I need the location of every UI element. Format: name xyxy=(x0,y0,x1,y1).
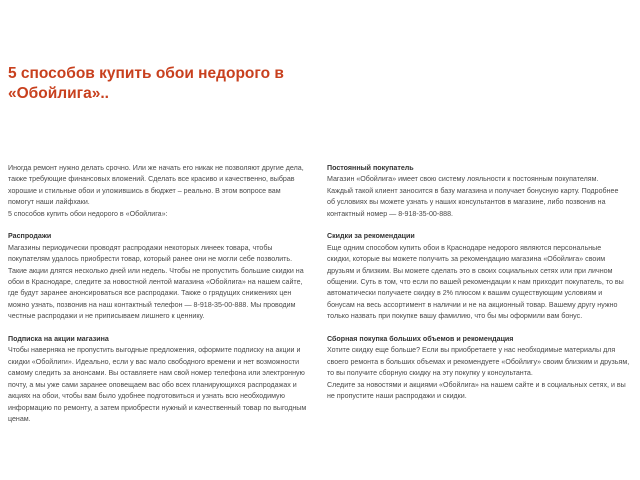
paragraph-line: Следите за новостями и акциями «Обойлига» на нашем сайте и в социальных сетях, и вы xyxy=(327,380,626,389)
section-heading: Сборная покупка больших объемов и рекомендация xyxy=(327,335,514,344)
paragraph-line: покупателям удалось приобрести товар, который ранее они не могли себе позволить. xyxy=(8,255,293,264)
bulk-purchase-section xyxy=(327,334,629,402)
subscribe-section xyxy=(8,334,310,425)
paragraph-line: об условиях вы можете узнать у наших консультантов в магазине, либо позвонив на xyxy=(327,198,606,207)
title-line: «Обойлига».. xyxy=(8,85,109,102)
intro-section xyxy=(8,163,310,220)
paragraph-line: Магазин «Обойлига» имеет свою систему лояльности к постоянным покупателям. xyxy=(327,175,599,184)
sales-section xyxy=(8,231,310,322)
page-title xyxy=(8,64,308,104)
paragraph-line: то вы получите сборную скидку на эту покупку у консультанта. xyxy=(327,369,533,378)
paragraph-line: акциях на обои, чтобы вам было удобнее подготовиться и узнать всю необходимую xyxy=(8,392,285,401)
section-heading: Распродажи xyxy=(8,232,52,241)
paragraph-line: также требующие финансовых вложений. Сделать все красиво и качественно, выбрав xyxy=(8,175,295,184)
paragraph-line: ценам. xyxy=(8,414,31,423)
paragraph-line: 5 способов купить обои недорого в «Обойлига»: xyxy=(8,209,168,218)
paragraph-line: своего ремонта в больших объемах и рекомендуете «Обойлигу» своим близким и друзьям, xyxy=(327,357,630,366)
paragraph-line: почту, а мы уже сами заранее оповещаем вас обо всех планирующихся распродажах и xyxy=(8,380,297,389)
paragraph-line: Еще одним способом купить обои в Краснодаре недорого являются персональные xyxy=(327,243,602,252)
paragraph-line: только назвать при покупке вашу фамилию, что бы мы оформили вам бонус. xyxy=(327,312,583,321)
paragraph-line: хорошие и стильные обои и уложившись в бюджет – реально. В этом вопросе вам xyxy=(8,186,281,195)
right-column xyxy=(327,163,629,414)
paragraph-line: Иногда ремонт нужно делать срочно. Или же начать его никак не позволяют другие дела, xyxy=(8,164,304,172)
left-column xyxy=(8,163,310,437)
paragraph-line: контактный номер — 8-918-35-00-888. xyxy=(327,209,454,218)
paragraph-line: общении. Суть в том, что если по вашей рекомендации к нам приходит покупатель, то вы xyxy=(327,278,624,287)
paragraph-line: можно узнать, позвонив на наш контактный телефон — 8-918-35-00-888. Мы проводим xyxy=(8,300,296,309)
paragraph-line: Магазины периодически проводят распродажи некоторых линеек товара, чтобы xyxy=(8,243,273,252)
paragraph-line: автоматически получаете скидку в 2% плюсом к вашим существующим условиям и xyxy=(327,289,603,298)
paragraph-line: Каждый такой клиент заносится в базу магазина и получает бонусную карту. Подробнее xyxy=(327,186,619,195)
paragraph-line: не пропустите наши распродажи и скидки. xyxy=(327,392,467,401)
paragraph-line: честные распродажи и не приписываем лишнего к ценнику. xyxy=(8,312,205,321)
paragraph-line: информацию по ремонту, а затем приобрести нужный и качественный товар по выгодным xyxy=(8,403,307,412)
section-heading: Скидки за рекомендации xyxy=(327,232,415,241)
paragraph-line: бонусам на весь ассортимент в наличии и не на акционный товар. Вашему другу нужно xyxy=(327,300,618,309)
paragraph-line: Такие акции длятся несколько дней или недель. Чтобы не пропустить большие скидки на xyxy=(8,266,304,275)
paragraph-line: помогут наши лайфхаки. xyxy=(8,198,90,207)
paragraph-line: где будут заранее анонсироваться все распродажи. Также о грядущих снижениях цен xyxy=(8,289,292,298)
paragraph-line: самому следить за анонсами. Вы оставляете нам свой номер телефона или электронную xyxy=(8,369,305,378)
title-line: 5 способов купить обои недорого в xyxy=(8,65,284,82)
regular-customer-section xyxy=(327,163,629,220)
paragraph-line: скидки «Обойлиги». Идеально, если у вас мало свободного времени и нет возможности xyxy=(8,357,300,366)
section-heading: Подписка на акции магазина xyxy=(8,335,109,344)
recommendation-section xyxy=(327,231,629,322)
section-heading: Постоянный покупатель xyxy=(327,164,414,172)
paragraph-line: Чтобы наверняка не пропустить выгодные предложения, оформите подписку на акции и xyxy=(8,346,301,355)
paragraph-line: скидки, которые вы можете получить за рекомендацию магазина «Обойлига» своим xyxy=(327,255,606,264)
paragraph-line: друзьям и близким. Вы можете сделать это в своих социальных сетях или при личном xyxy=(327,266,613,275)
paragraph-line: обои в Краснодаре, следите за новостной лентой магазина «Обойлига» на нашем сайте, xyxy=(8,278,303,287)
paragraph-line: Хотите скидку еще больше? Если вы приобретаете у нас необходимые материалы для xyxy=(327,346,616,355)
